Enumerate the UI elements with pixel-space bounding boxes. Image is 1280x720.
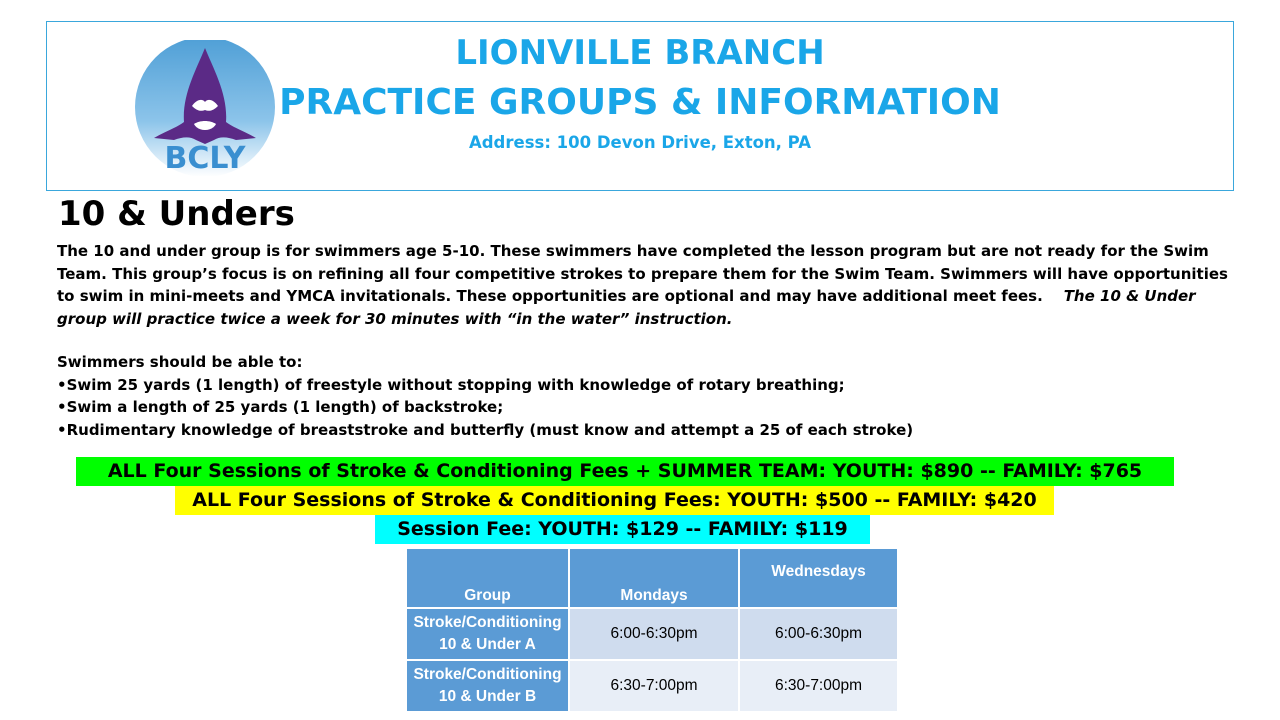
group-name: 10 & Under A: [439, 636, 536, 653]
table-row: [406, 660, 898, 712]
group-cell: [406, 660, 569, 712]
requirement-item: •Rudimentary knowledge of breaststroke and butterfly (must know and attempt a 25 of each stroke): [57, 420, 914, 439]
wednesday-time: 6:00-6:30pm: [739, 608, 898, 660]
fee-all-sessions-summer: ALL Four Sessions of Stroke & Conditioning Fees + SUMMER TEAM: YOUTH: $890 -- FAMILY: $765: [76, 457, 1174, 486]
monday-time: 6:00-6:30pm: [569, 608, 739, 660]
fee-session: Session Fee: YOUTH: $129 -- FAMILY: $119: [375, 515, 870, 544]
table-row: [406, 608, 898, 660]
requirements-list: [57, 351, 913, 441]
branch-title: LIONVILLE BRANCH: [455, 33, 825, 73]
table-header-row: [406, 548, 898, 608]
requirement-item: •Swim a length of 25 yards (1 length) of backstroke;: [57, 398, 504, 417]
logo-text: BCLY: [164, 141, 246, 176]
page-title: PRACTICE GROUPS & INFORMATION: [279, 82, 1001, 123]
column-header-wednesdays: Wednesdays: [739, 548, 898, 608]
group-cell: [406, 608, 569, 660]
requirements-heading: Swimmers should be able to:: [57, 353, 303, 371]
practice-note: The 10 & Under group will practice twice a week for 30 minutes with “in the water” instruction.: [57, 287, 1196, 328]
schedule-table: [405, 547, 899, 713]
column-header-group: Group: [406, 548, 569, 608]
group-description: [57, 240, 1237, 330]
fee-all-sessions: ALL Four Sessions of Stroke & Conditioning Fees: YOUTH: $500 -- FAMILY: $420: [175, 486, 1054, 515]
group-type: Stroke/Conditioning: [413, 614, 562, 631]
column-header-mondays: Mondays: [569, 548, 739, 608]
section-title: 10 & Unders: [58, 194, 295, 234]
requirement-item: •Swim 25 yards (1 length) of freestyle without stopping with knowledge of rotary breathing;: [57, 375, 845, 394]
monday-time: 6:30-7:00pm: [569, 660, 739, 712]
group-name: 10 & Under B: [438, 688, 537, 705]
wednesday-time: 6:30-7:00pm: [739, 660, 898, 712]
group-type: Stroke/Conditioning: [413, 666, 562, 683]
address-line: Address: 100 Devon Drive, Exton, PA: [468, 133, 812, 152]
description-text: The 10 and under group is for swimmers age 5-10. These swimmers have completed the lesson program but are not ready for the Swim Team. This group’s focus is on refining all four competitive strokes to prepare them for the Swim Team. Swimmers will have opportunities to swim in mini-meets and YMCA invitationals. These opportunities are optional and may have additional meet fees.: [57, 242, 1228, 306]
